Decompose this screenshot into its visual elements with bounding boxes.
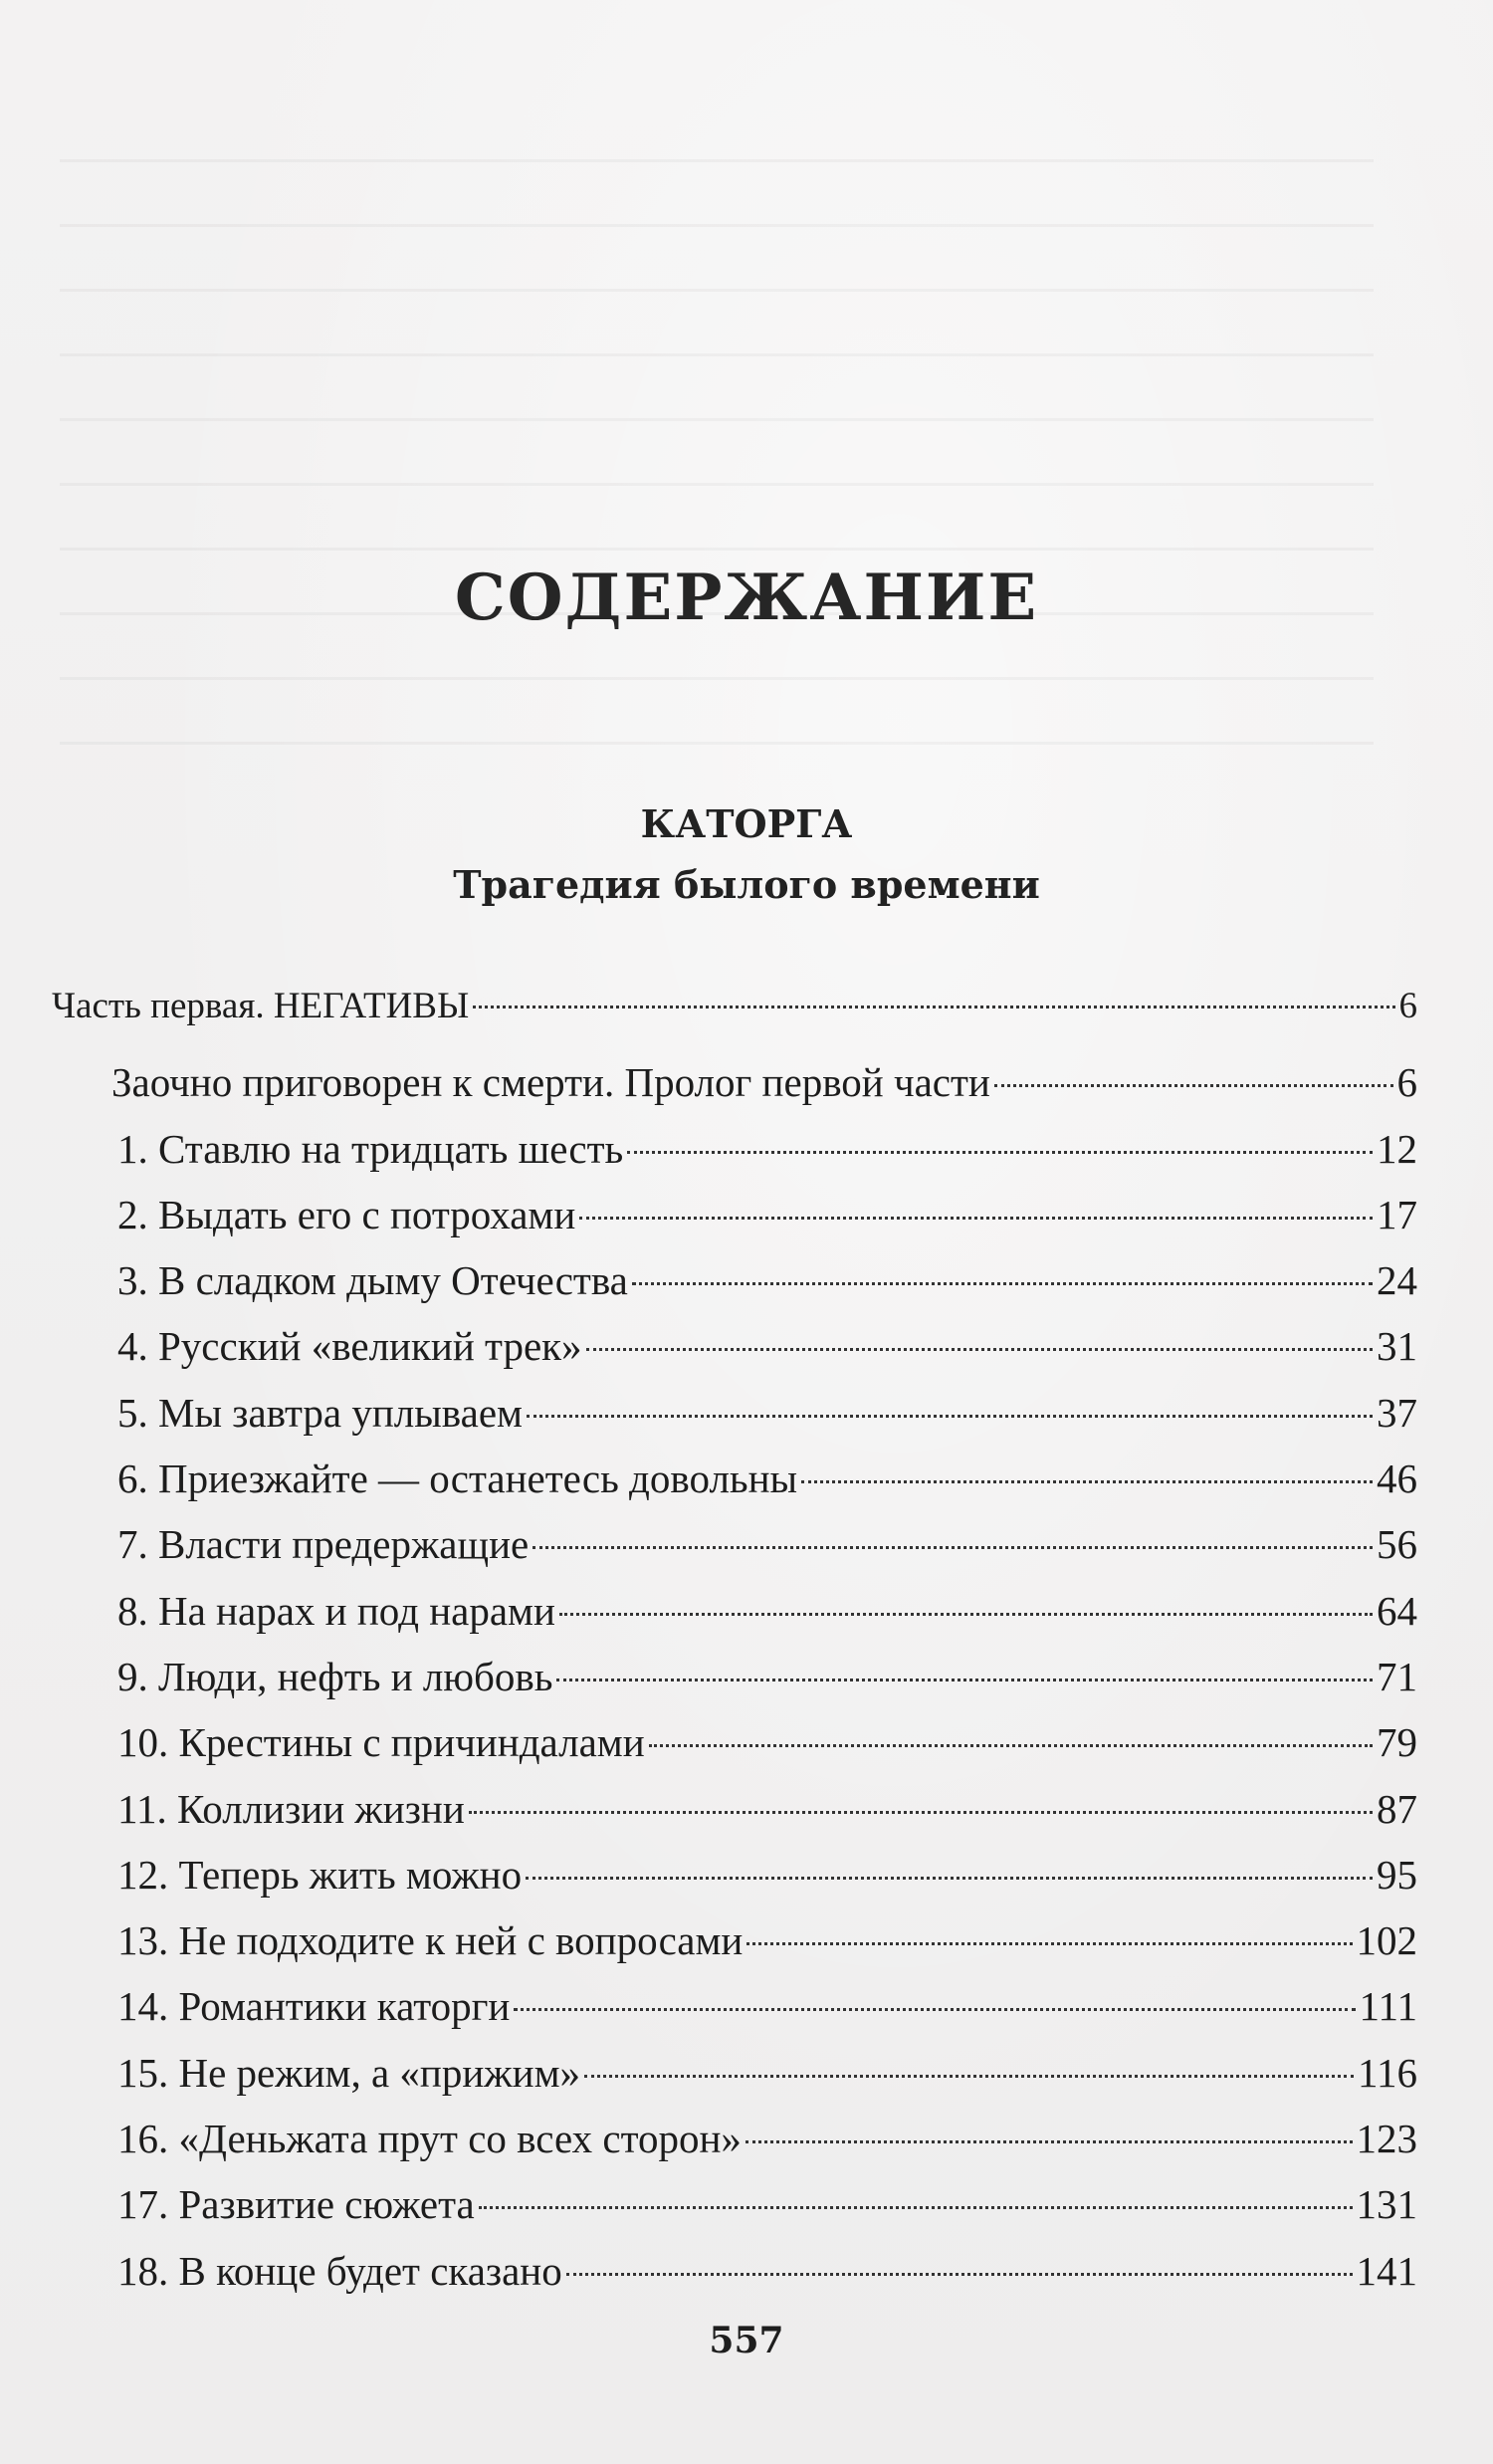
dot-leader xyxy=(559,1613,1373,1616)
toc-entry-page: 102 xyxy=(1356,1917,1417,1964)
toc-entry-page: 37 xyxy=(1377,1389,1417,1436)
toc-entry-label: Заочно приговорен к смерти. Пролог первой части xyxy=(111,1059,990,1106)
toc-entry-chapter[interactable] xyxy=(52,1973,1417,2039)
toc-entry-page: 141 xyxy=(1356,2247,1417,2294)
toc-entry-label: 13. Не подходите к ней с вопросами xyxy=(117,1917,744,1964)
toc-entry-page: 31 xyxy=(1377,1323,1417,1370)
toc-entry-page: 123 xyxy=(1356,2116,1417,2162)
toc-entry-label: 4. Русский «великий трек» xyxy=(117,1323,582,1370)
toc-entry-page: 6 xyxy=(1396,1059,1417,1106)
toc-entry-chapter[interactable] xyxy=(52,1644,1417,1709)
toc-entry-label: 12. Теперь жить можно xyxy=(117,1851,523,1898)
toc-entry-chapter[interactable] xyxy=(52,2238,1417,2304)
toc-entry-chapter[interactable] xyxy=(52,1709,1417,1775)
dot-leader xyxy=(473,1006,1394,1008)
dot-leader xyxy=(556,1679,1373,1681)
toc-entry-label: 5. Мы завтра уплываем xyxy=(117,1389,523,1436)
toc-entry-chapter[interactable] xyxy=(52,2171,1417,2237)
toc-entry-page: 46 xyxy=(1377,1456,1417,1502)
dot-leader xyxy=(527,1415,1373,1418)
dot-leader xyxy=(746,2140,1353,2143)
table-of-contents xyxy=(52,974,1417,2304)
toc-entry-label: 15. Не режим, а «прижим» xyxy=(117,2049,581,2096)
toc-entry-label: 16. «Деньжата прут со всех сторон» xyxy=(117,2116,742,2162)
toc-entry-chapter[interactable] xyxy=(52,1182,1417,1247)
toc-entry-label: 9. Люди, нефть и любовь xyxy=(117,1653,553,1699)
dot-leader xyxy=(746,1942,1352,1945)
toc-entry-label: 14. Романтики каторги xyxy=(117,1983,511,2030)
dot-leader xyxy=(469,1811,1373,1814)
toc-entry-page: 24 xyxy=(1377,1257,1417,1304)
dot-leader xyxy=(627,1151,1373,1154)
toc-entry-label: 18. В конце будет сказано xyxy=(117,2247,562,2294)
toc-entry-chapter[interactable] xyxy=(52,1776,1417,1842)
toc-entry-label: 17. Развитие сюжета xyxy=(117,2181,475,2228)
toc-entry-chapter[interactable] xyxy=(52,1116,1417,1182)
toc-entry-chapter[interactable] xyxy=(52,1907,1417,1973)
toc-entry-label: 2. Выдать его с потрохами xyxy=(117,1191,576,1237)
toc-entry-page: 71 xyxy=(1377,1653,1417,1699)
toc-entry-page: 12 xyxy=(1377,1125,1417,1172)
toc-entry-label: 7. Власти предержащие xyxy=(117,1521,530,1568)
toc-entry-chapter[interactable] xyxy=(52,1578,1417,1644)
toc-entry-prolog[interactable] xyxy=(52,1049,1417,1115)
toc-entry-chapter[interactable] xyxy=(52,1842,1417,1907)
dot-leader xyxy=(514,2008,1355,2011)
toc-entry-page: 6 xyxy=(1398,986,1417,1026)
section-title: КАТОРГА xyxy=(640,801,853,846)
toc-entry-chapter[interactable] xyxy=(52,1247,1417,1313)
toc-entry-page: 116 xyxy=(1358,2049,1417,2096)
dot-leader xyxy=(526,1877,1373,1880)
page-number: 557 xyxy=(709,2320,784,2361)
toc-entry-chapter[interactable] xyxy=(52,1446,1417,1511)
toc-entry-chapter[interactable] xyxy=(52,1380,1417,1446)
toc-entry-label: 6. Приезжайте — останетесь довольны xyxy=(117,1456,798,1502)
toc-entry-page: 111 xyxy=(1359,1983,1417,2030)
toc-entry-page: 79 xyxy=(1377,1719,1417,1766)
toc-entry-page: 131 xyxy=(1356,2181,1417,2228)
toc-entry-label: 3. В сладком дыму Отечества xyxy=(117,1257,628,1304)
toc-entry-label: 11. Коллизии жизни xyxy=(117,1785,465,1832)
dot-leader xyxy=(632,1282,1373,1285)
toc-entry-page: 95 xyxy=(1377,1851,1417,1898)
dot-leader xyxy=(994,1084,1393,1087)
dot-leader xyxy=(533,1546,1373,1549)
section-subtitle: Трагедия былого времени xyxy=(453,862,1040,907)
toc-entry-chapter[interactable] xyxy=(52,1511,1417,1577)
dot-leader xyxy=(586,1348,1373,1351)
toc-entry-chapter[interactable] xyxy=(52,1313,1417,1379)
toc-entry-label: 1. Ставлю на тридцать шесть xyxy=(117,1125,624,1172)
dot-leader xyxy=(479,2206,1353,2209)
toc-entry-page: 17 xyxy=(1377,1191,1417,1237)
toc-entry-page: 64 xyxy=(1377,1587,1417,1634)
dot-leader xyxy=(566,2273,1353,2276)
toc-entry-part-one[interactable] xyxy=(52,974,1417,1039)
toc-entry-chapter[interactable] xyxy=(52,2106,1417,2171)
toc-entry-page: 87 xyxy=(1377,1785,1417,1832)
dot-leader xyxy=(579,1217,1373,1220)
dot-leader xyxy=(584,2075,1354,2078)
toc-entry-chapter[interactable] xyxy=(52,2040,1417,2106)
toc-entry-label: 10. Крестины с причиндалами xyxy=(117,1719,645,1766)
toc-entry-label: Часть первая. НЕГАТИВЫ xyxy=(52,986,470,1026)
dot-leader xyxy=(801,1480,1373,1483)
toc-entry-label: 8. На нарах и под нарами xyxy=(117,1587,555,1634)
page-title: СОДЕРЖАНИЕ xyxy=(454,560,1039,635)
dot-leader xyxy=(649,1744,1373,1747)
toc-entry-page: 56 xyxy=(1377,1521,1417,1568)
